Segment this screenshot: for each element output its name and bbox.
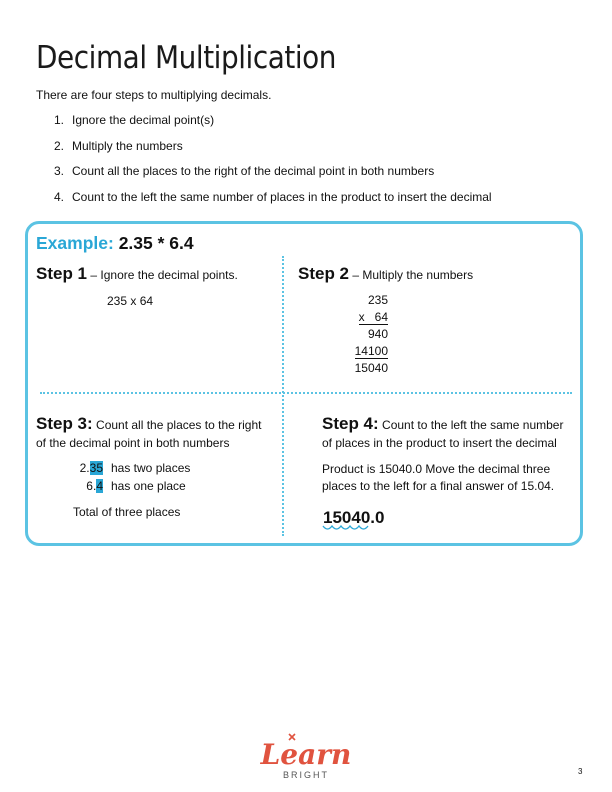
step1-text: – Ignore the decimal points. <box>90 268 238 282</box>
step1-label: Step 1 <box>36 264 88 283</box>
page-title: Decimal Multiplication <box>36 40 337 76</box>
list-number: 3. <box>54 164 65 178</box>
step4-heading <box>322 414 563 434</box>
step3-total: Total of three places <box>73 505 181 519</box>
number <box>75 461 103 475</box>
example-expression: 2.35 * 6.4 <box>118 233 194 253</box>
step3-label: Step 3: <box>36 414 93 433</box>
step2-label: Step 2 <box>298 264 350 283</box>
step4-label: Step 4: <box>322 414 379 433</box>
place-row <box>75 461 190 475</box>
example-label: Example: <box>36 233 114 253</box>
step4-text: Count to the left the same number <box>382 418 564 432</box>
list-text: Count to the left the same number of places in the product to insert the decimal <box>72 189 492 204</box>
decimal-move-arrows-icon <box>321 524 377 532</box>
logo-word: Learn <box>260 738 352 771</box>
step1-heading <box>36 264 238 284</box>
step3-heading <box>36 414 261 434</box>
mult-line: 235 <box>367 293 388 307</box>
step4-explain-line2: places to the left for a final answer of 15.04. <box>322 479 555 493</box>
mult-line: 15040 <box>354 361 388 375</box>
list-text: Multiply the numbers <box>72 138 183 153</box>
step3-text: Count all the places to the right <box>96 418 262 432</box>
highlighted-digits: 4 <box>96 479 103 493</box>
list-text: Ignore the decimal point(s) <box>72 113 215 127</box>
multiplication-work <box>340 292 388 377</box>
place-row <box>75 479 186 493</box>
step2-text: – Multiply the numbers <box>352 268 474 282</box>
step4-explain-line1: Product is 15040.0 Move the decimal three <box>322 462 551 476</box>
horizontal-divider <box>40 392 572 394</box>
highlighted-digits: 35 <box>89 461 103 475</box>
mult-line: 14100 <box>354 344 388 358</box>
example-title <box>36 233 194 254</box>
step3-text-line2: of the decimal point in both numbers <box>36 436 230 450</box>
list-number: 1. <box>54 113 65 127</box>
final-product: 15040.0 <box>323 508 385 527</box>
list-item <box>54 164 492 190</box>
steps-list <box>54 113 492 215</box>
list-item <box>54 190 492 216</box>
mult-line: x 64 <box>358 310 388 324</box>
number-lead: 2. <box>79 461 90 475</box>
step1-work: 235 x 64 <box>107 294 154 308</box>
learn-bright-logo <box>258 731 354 781</box>
number <box>75 479 103 493</box>
number-lead: 6. <box>86 479 97 493</box>
list-item <box>54 139 492 165</box>
list-number: 4. <box>54 189 65 204</box>
list-number: 2. <box>54 138 65 153</box>
page-number: 3 <box>578 767 583 776</box>
place-count-label: has one place <box>111 479 186 493</box>
step4-text-line2: of places in the product to insert the decimal <box>322 436 557 450</box>
place-count-label: has two places <box>111 461 191 475</box>
vertical-divider <box>282 256 284 536</box>
step2-heading <box>298 264 473 284</box>
list-text: Count all the places to the right of the decimal point in both numbers <box>72 164 435 178</box>
list-item <box>54 113 492 139</box>
logo-sub: BRIGHT <box>282 770 330 780</box>
intro-text: There are four steps to multiplying decimals. <box>36 88 272 102</box>
mult-line: 940 <box>367 327 388 341</box>
